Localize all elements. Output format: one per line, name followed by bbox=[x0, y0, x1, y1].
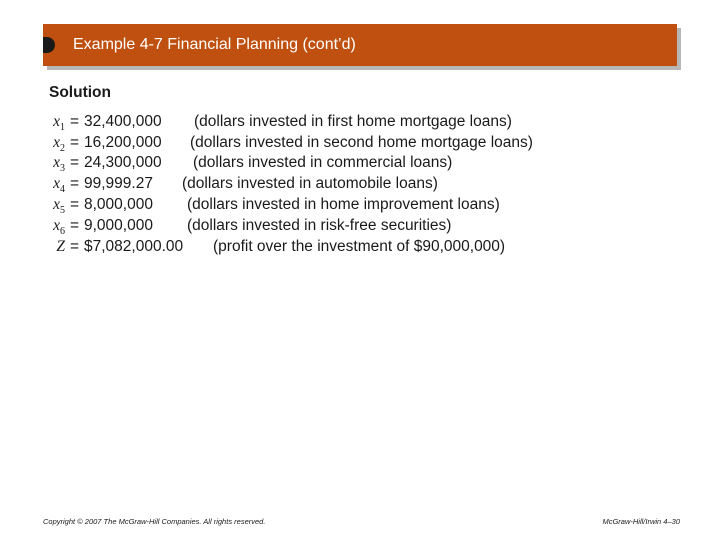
equals-sign: = bbox=[70, 113, 80, 130]
variable-value: 32,400,000 bbox=[84, 113, 162, 130]
variable-value: 16,200,000 bbox=[84, 134, 162, 151]
slide-title: Example 4-7 Financial Planning (cont’d) bbox=[73, 36, 356, 53]
page-number: McGraw-Hill/Irwin 4–30 bbox=[602, 517, 680, 526]
variable: Z bbox=[56, 238, 65, 255]
variable: $x_3$ bbox=[53, 154, 65, 175]
equals-sign: = bbox=[70, 134, 80, 151]
variable: $x_6$ bbox=[53, 217, 65, 238]
variable: $x_5$ bbox=[53, 196, 65, 217]
copyright-notice: Copyright © 2007 The McGraw-Hill Companies. All rights reserved. bbox=[43, 517, 266, 526]
equals-sign: = bbox=[70, 175, 80, 192]
variable-description: (dollars invested in home improvement loans) bbox=[187, 196, 500, 213]
equals-sign: = bbox=[70, 238, 80, 255]
variable-value: $7,082,000.00 bbox=[84, 238, 184, 255]
variable: $x_1$ bbox=[53, 113, 65, 134]
equals-sign: = bbox=[70, 217, 80, 234]
equals-sign: = bbox=[70, 196, 80, 213]
variable-description: (dollars invested in automobile loans) bbox=[182, 175, 438, 192]
variable-value: 8,000,000 bbox=[84, 196, 153, 213]
variable-value: 99,999.27 bbox=[84, 175, 153, 192]
variable-value: 24,300,000 bbox=[84, 154, 162, 171]
variable-description: (dollars invested in commercial loans) bbox=[193, 154, 453, 171]
equals-sign: = bbox=[70, 154, 80, 171]
variable-description: (dollars invested in second home mortgage loans) bbox=[190, 134, 533, 151]
variable: $x_4$ bbox=[53, 175, 65, 196]
variable-description: (profit over the investment of $90,000,000) bbox=[213, 238, 506, 255]
variable-description: (dollars invested in risk-free securities) bbox=[187, 217, 452, 234]
variable-description: (dollars invested in first home mortgage loans) bbox=[194, 113, 512, 130]
variable-value: 9,000,000 bbox=[84, 217, 153, 234]
solution-heading: Solution bbox=[49, 84, 111, 101]
variable: $x_2$ bbox=[53, 134, 65, 155]
